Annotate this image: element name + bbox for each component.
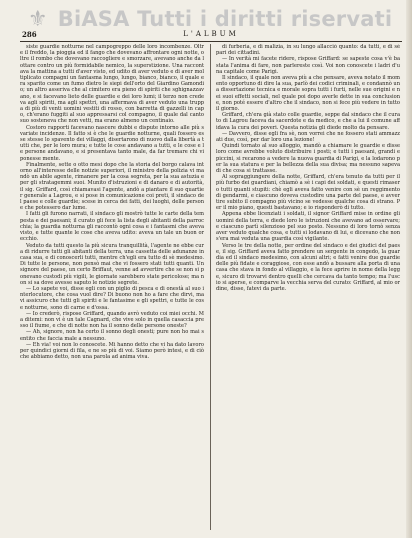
right-column (216, 44, 400, 532)
page-number: 286 (22, 30, 37, 39)
running-title: L'ALBUM (183, 30, 239, 38)
paragraph: — In verità mi facete ridere, rispose Griffard: se sapeste cosa v'è bastata l'anima di fare, non parlereste così. Voi non conoscete i ladri d'una capitale come Parigi. (216, 56, 400, 75)
paragraph: Verso le tre della notte, per ordine del sindaco e dei giudici del paese, il sig. Griffard aveva fatto prendere un sergente in congedo, la guardia ed il sindaco medesimo, con alcuni altri; e fatti venire due guardie delle più fidate e coraggiose, con esse andò a bussare alla porta di una casa che stava in fondo al villaggio, e la fece aprire in nome della legge, sicuro di trovarvi dentro quelli che cercava da tanto tempo; ma l'uscio si aperse, e comparve la vecchia serva del curato: Griffard, al mio ordine, disse, fatevi da parte. (216, 242, 400, 292)
document-page (20, 30, 402, 532)
paragraph: I fatti gli furono narrati, il sindaco gli mostrò tutte le carte della tempesta e dei paesani; il curato gli fece la lista degli abitanti della parrocchia; la guardia notturna gli raccontò ogni cosa e i fantasmi che aveva visto, e tutte quante le cose che aveva udito: aveva un tale un buon orecchio. (20, 211, 204, 243)
paragraph: Finalmente, sette o otto mesi dopo che la storia del borgo calava intorno all'interesse delle notizie superiori, il ministro della polizia vi mandò un abile agente, rimanere per la cosa segreta, per la sua astuzia e per gli stratagemmi suoi. Munito d'istruzioni e di danaro e di autorità, il sig. Griffard, così chiamavasi l'agente, andò a piantare il suo quartier generale a Lagrou, e si pose in comunicazione coi preti, il sindaco del paese e colle guardie; scese in cerca dei fatti, dei luoghi, delle persone che potessero dar lume. (20, 161, 204, 212)
paragraph: — Davvero, disse egli fra sè, non vorrei che ne fossero stati ammazzati due, così, per dar loro una lezione! (216, 130, 400, 144)
left-column (20, 44, 204, 532)
paragraph: Quindi tornato al suo alloggio, mandò a chiamare le guardie e disse loro come avrebbe voluto distribuire i posti; e tutti i paesani, grandi e piccini, si recarono a vedere la nuova guardia di Parigi, e la lodarono per la sua statura e per la bellezza della sua divisa; ma nessuno sapeva di che cosa si trattasse. (216, 143, 400, 175)
watermark-text: BiASA Tutti i diritti riservati (57, 7, 393, 31)
paragraph: — Ah, signore, non ha certo il sonno degli onesti; pure non ho mai sentito che faccia male a nessuno. (20, 329, 204, 342)
paragraph: Al sopraggiungere della notte, Griffard, ch'era tenuto da tutti per il più furbo dei guardiani, chiamò a sè i capi dei soldati, e questi rimasero tutti quanti stupiti: chè egli aveva fatto venire con sè un reggimento di gendarmi, e ciascuno doveva custodire una parte del paese, e avvertire subito il compagno più vicino se vedesse qualche cosa di strano. Per il mio piano, questi bastavano; e io risponderò di tutto. (216, 174, 400, 212)
biasa-seal-icon: ⚜ (27, 6, 48, 32)
page-header (20, 30, 402, 42)
paragraph: Il sindaco, il quale non aveva più a che pensare, aveva notato il momento opportuno di dire la sua, parlò dei codici criminali, e condannò una dissertazione tecnica e morale sopra tutti i furti, nelle sue origini e nei suoi effetti sociali, nel quale poi dopo averle dette in sua conclusione, non poté essere d'altro che il sindaco, non si fece più vedere in tutto il giorno. (216, 75, 400, 113)
paragraph: di furberia, e di malizia, in su lungo allacciò quanto: da tutti, e di sè pari dei cittadini. (216, 44, 400, 57)
column-divider (210, 44, 211, 530)
paragraph: — Io crederò, rispose Griffard, quando avrò veduto coi miei occhi. Ma ditemi: non vi è un tale Cagnard, che vive solo in quella casaccia presso il fiume, e che di notte non ha il sonno delle persone oneste? (20, 310, 204, 330)
header-rule (20, 41, 402, 42)
paragraph: — Eh via! voi non lo conoscete. Mi hanno detto che vi ha dato lavoro per quindici giorni di fila, e ne so più di voi. Siamo però intesi, e di ciò che abbiamo detto, non una parola ad anima viva. (20, 341, 204, 361)
book-spine-shadow (406, 0, 412, 538)
paragraph: Griffard, ch'era già stato colle guardie, seppe dal sindaco che il curato di Lagrou faceva da sacerdote e da medico, e che a lui il comune affidava la cura dei poveri. Questa notizia gli diede molto da pensare. (216, 112, 400, 131)
paragraph: Costoro rapporti facevano nascere dubbi e dispute intorno alle più svariate incidenze. Il fatto si è che le guardie notturne, quali fossero esse stesse lo spavento dei villaggi, disertarono di nuovo dalla libertà a tutti che, per le loro mura; e tutte le cose andavano a tutti, e le cose e le persone andavano, e si presentava tanto male, da far tremare chi vi ponesse mente. (20, 124, 204, 162)
paragraph: Appena ebbe licenziati i soldati, il signor Griffard mise in ordine gli uomini della terra, e diede loro le istruzioni che avevano ad osservare; e ciascuno partì silenzioso pel suo posto. Nessuno di loro tornò senza aver veduto qualche cosa, e tutti si lodavano di lui, e dicevano che non s'era mai veduta una guardia così vigilante. (216, 211, 400, 243)
paragraph: siste guardie notturne nel campogreppo delle loro incombenze. Oltre il freddo, la pioggia ed il fango che dovevano affrontare ogni notte, oltre il rombo che dovevano raccogliere e smorzare, avevano anche da lottare contro un più formidabile nemico, la superstizione. Una raccontava la mattina a tutti d'aver visto, ed udito di aver veduto e di aver moltiplicato compagni un fantasma lungo, lungo, bianco, bianco, il quale era sparito come un fumo dietro le siepi dell'orto del Giardino Gamondio; un altro asseriva che al cimitero era pieno di spiriti che sghignazzavano, e si facevano lieto delle guardie e dei loro lumi; il terzo non credeva agli spiriti, ma agli spettri, una affermava di aver veduto una truppa di più di venti uomini vestiti di rosso, con barretta di gazzelli in capo, ch'erano fuggiti al suo appressarsi col compagno, il quale dal canto suo sosteneva che non vetti, ma erano almeno un centinaio. (20, 44, 204, 125)
paragraph: Veduto da tutti questo la più sicura tranquillità, l'agente ne ebbe cura di ridurre tutti gli abitanti della terra, una cassetta delle adunanze in casa sua, e di conoscerli tutti, mentre ch'egli era tutto di sè medesimo. Di tutte le persone, non pensò mai che vi fossero stati tutti quanti. Un signore del paese, un certo Briffaut, venne ad avvertire che se non si ponevano custodi più vigili, le giornate sarebbero state pericolose; ma non si sa dove avesse saputo le notizie segrete. (20, 242, 204, 286)
paragraph: — Lo sapete voi, disse egli con un piglio di pesca e di onestà al suo interlocutore, che cosa vuol dire? Di buono non ho a fare che dirvi, ma vi assicuro che tutti gli spiriti e le fantasime e gli spettri, e tutte le cose notturne, sono di carne e d'ossa. (20, 285, 204, 311)
